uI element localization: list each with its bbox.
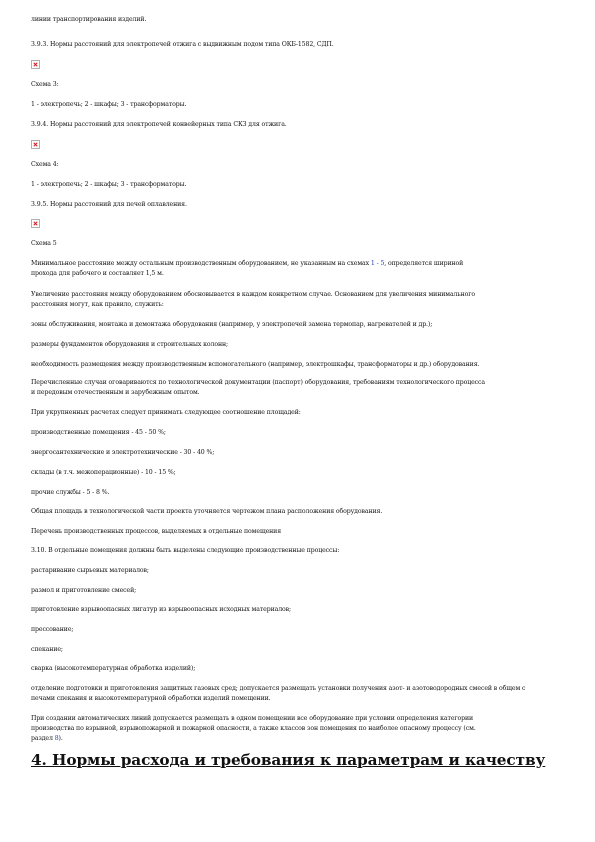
text-line: приготовление взрывоопасных лигатур из взрывоопасных исходных материалов; (31, 606, 292, 613)
text-fragment: , определяется шириной (384, 260, 464, 267)
broken-image-icon (31, 140, 40, 149)
text-line: Перечисленные случаи оговариваются по технологической документации (паспорт) оборудования, требованиям технологического процесса (31, 379, 485, 386)
broken-image-icon (31, 219, 40, 228)
text-line: Схема 5 (31, 240, 57, 247)
text-line: размол и приготовление смесей; (31, 587, 137, 594)
text-line: производственные помещения - 45 - 50 %; (31, 429, 166, 436)
text-fragment: раздел (31, 735, 55, 742)
text-line: При создании автоматических линий допускается размещать в одном помещении все оборудование при условии определения категории (31, 715, 474, 722)
text-line: прочие службы - 5 - 8 %. (31, 489, 110, 496)
text-line: спекание; (31, 646, 63, 653)
text-line: Схема 3: (31, 81, 59, 88)
text-line: Общая площадь в технологической части проекта уточняется чертежом плана расположения оборудования. (31, 508, 383, 515)
text-line: зоны обслуживания, монтажа и демонтажа оборудования (например, у электропечей замена термопар, нагревателей и др.); (31, 321, 433, 328)
text-line: расстояния могут, как правило, служить: (31, 301, 164, 308)
scheme-link[interactable]: 1 - 5 (370, 260, 385, 267)
text-line: Перечень производственных процессов, выделяемых в отдельные помещения (31, 528, 282, 535)
text-line: При укрупненных расчетах следует принимать следующее соотношение площадей: (31, 409, 301, 416)
text-line: прессование; (31, 626, 74, 633)
text-line: склады (в т.ч. межоперационные) - 10 - 15 %; (31, 469, 176, 476)
section-heading: 4. Нормы расхода и требования к параметрам и качеству (31, 751, 546, 769)
text-line: необходимость размещения между производственным вспомогательного (например, электрошкафы, трансформаторы и др.) оборудования. (31, 361, 480, 368)
text-line: и передовым отечественным и зарубежным опытом. (31, 389, 200, 396)
text-line: отделение подготовки и приготовления защитных газовых сред; допускается размещать установки получения азот- и азотоводородных смесей в общем с (31, 685, 526, 692)
text-line: 1 - электропечь; 2 - шкафы; 3 - трансформаторы. (31, 181, 187, 188)
text-line: растаривание сырьевых материалов; (31, 567, 149, 574)
text-line: прохода для рабочего и составляет 1,5 м. (31, 270, 164, 277)
text-line (31, 734, 569, 744)
text-line: 3.9.4. Нормы расстояний для электропечей конвейерных типа СКЗ для отжига. (31, 121, 287, 128)
text-line: 3.9.5. Нормы расстояний для печей оплавления. (31, 201, 187, 208)
text-line: энергосантехнические и электротехнические - 30 - 40 %; (31, 449, 215, 456)
text-line: производства по взрывной, взрывопожарной и пожарной опасности, а также классов зон помещения по наиболее опасному процессу (см. (31, 725, 476, 732)
text-line: печами спекания и высокотемпературной обработки изделий помещении. (31, 695, 271, 702)
broken-image-icon (31, 60, 40, 69)
text-line: 1 - электропечь; 2 - шкафы; 3 - трансформаторы. (31, 101, 187, 108)
text-line: линии транспортирования изделий. (31, 16, 147, 23)
text-fragment: Минимальное расстояние между остальным производственным оборудованием, не указанным на схемах (31, 260, 371, 267)
text-line: 3.10. В отдельные помещения должны быть выделены следующие производственные процессы: (31, 547, 340, 554)
text-line: сварка (высокотемпературная обработка изделий); (31, 665, 196, 672)
text-line: Схема 4: (31, 161, 59, 168)
section-link[interactable]: 8 (54, 735, 59, 742)
text-line: Увеличение расстояния между оборудованием обосновывается в каждом конкретном случае. Основанием для увеличения минимального (31, 291, 476, 298)
text-line (31, 259, 569, 269)
text-line: размеры фундаментов оборудования и строительных колонн; (31, 341, 229, 348)
text-line: 3.9.3. Нормы расстояний для электропечей отжига с выдвижным подом типа ОКБ-1582, СДП. (31, 41, 334, 48)
text-fragment: ). (58, 735, 63, 742)
